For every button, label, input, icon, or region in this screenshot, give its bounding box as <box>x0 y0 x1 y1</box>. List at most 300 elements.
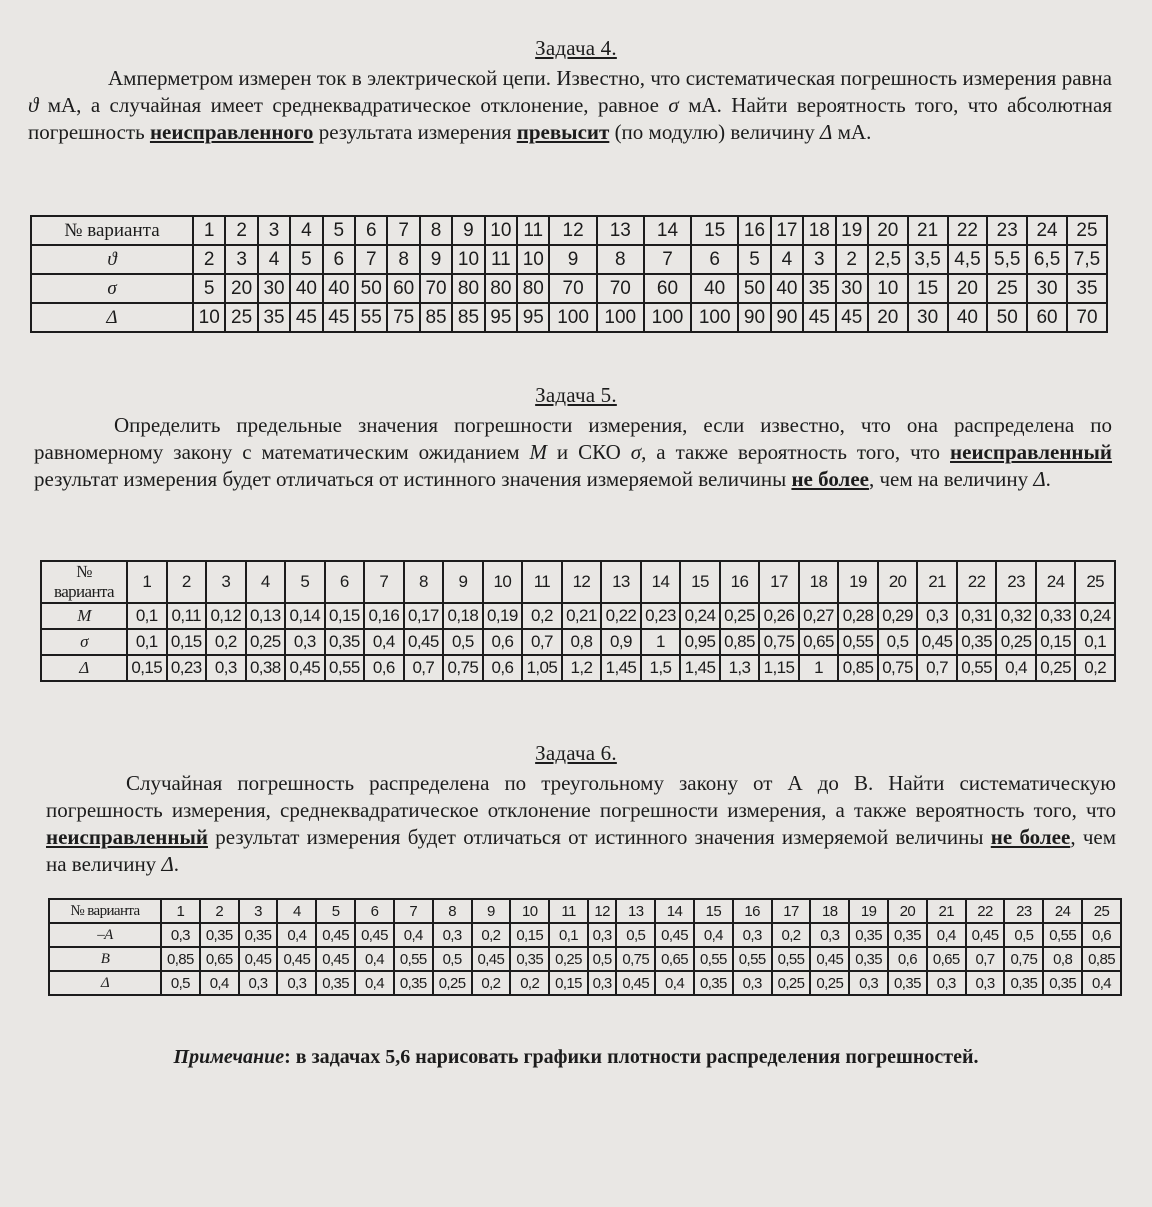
table-cell: 0,15 <box>1036 629 1076 655</box>
table-cell: 0,3 <box>849 971 888 995</box>
variant-number: 14 <box>644 216 691 245</box>
variant-number: 7 <box>364 561 404 603</box>
table-cell: 2,5 <box>868 245 908 274</box>
header-label-line-2: варианта <box>54 582 114 601</box>
row-label: Δ <box>49 971 161 995</box>
table-cell: 0,85 <box>838 655 878 681</box>
table-cell: 85 <box>452 303 484 332</box>
table-cell: 0,19 <box>483 603 523 629</box>
table-row <box>31 245 1107 274</box>
table-cell: 0,15 <box>325 603 365 629</box>
variant-number: 20 <box>868 216 908 245</box>
table-cell: 4 <box>258 245 290 274</box>
variant-number: 4 <box>290 216 322 245</box>
table-cell: 90 <box>738 303 770 332</box>
table-cell: 0,7 <box>917 655 957 681</box>
variant-number: 15 <box>691 216 738 245</box>
variant-number: 20 <box>878 561 918 603</box>
variant-number: 19 <box>836 216 868 245</box>
variant-number: 23 <box>1004 899 1043 923</box>
footnote <box>0 1046 1152 1069</box>
table-cell: 6,5 <box>1027 245 1067 274</box>
task-4-text-1: Амперметром измерен ток в электрической цепи. Известно, что систематическая погрешность измерения равна <box>108 66 1112 90</box>
table-cell: 0,75 <box>616 947 655 971</box>
table-cell: 0,2 <box>772 923 811 947</box>
table-cell: 40 <box>771 274 803 303</box>
table-cell: 9 <box>549 245 596 274</box>
task-6-title: Задача 6. <box>535 741 617 765</box>
table-cell: 0,25 <box>996 629 1036 655</box>
table-cell: 0,45 <box>239 947 278 971</box>
table-cell: 0,55 <box>772 947 811 971</box>
table-cell: 0,7 <box>522 629 562 655</box>
table-cell: 1,15 <box>759 655 799 681</box>
table-cell: 25 <box>225 303 257 332</box>
table-cell: 0,4 <box>277 923 316 947</box>
symbol-sigma: σ <box>668 93 679 117</box>
task-5-text-3: , а также вероятность того, что <box>641 440 951 464</box>
table-cell: 0,18 <box>443 603 483 629</box>
table-cell: 0,85 <box>720 629 760 655</box>
emphasis-exceeds: превысит <box>516 120 610 144</box>
table-cell: 0,3 <box>927 971 966 995</box>
table-cell: 0,4 <box>996 655 1036 681</box>
table-cell: 60 <box>644 274 691 303</box>
task-4-text-6: мА. <box>832 120 872 144</box>
variant-number: 14 <box>641 561 681 603</box>
table-cell: 0,3 <box>277 971 316 995</box>
variant-number: 11 <box>549 899 588 923</box>
table-cell: 0,45 <box>616 971 655 995</box>
variant-number: 9 <box>443 561 483 603</box>
header-variant-label: № варианта <box>49 899 161 923</box>
variant-number: 23 <box>996 561 1036 603</box>
table-cell: 45 <box>803 303 835 332</box>
task-4-text-3: мА. Найти вероятность того, что абсолютная погрешность <box>28 93 1112 144</box>
table-cell: 0,21 <box>562 603 602 629</box>
row-label: Δ <box>31 303 193 332</box>
table-cell: 0,6 <box>888 947 927 971</box>
variant-number: 1 <box>161 899 200 923</box>
table-cell: 0,35 <box>325 629 365 655</box>
variant-number: 24 <box>1043 899 1082 923</box>
table-cell: 0,45 <box>917 629 957 655</box>
table-cell: 0,14 <box>285 603 325 629</box>
variant-number: 3 <box>239 899 278 923</box>
table-cell: 0,55 <box>1043 923 1082 947</box>
table-cell: 0,25 <box>246 629 286 655</box>
table-cell: 0,35 <box>1004 971 1043 995</box>
table-cell: 0,45 <box>316 923 355 947</box>
table-cell: 8 <box>597 245 644 274</box>
table-cell: 0,28 <box>838 603 878 629</box>
table-cell: 0,4 <box>364 629 404 655</box>
symbol-delta: Δ <box>161 852 174 876</box>
table-cell: 20 <box>868 303 908 332</box>
table-cell: 35 <box>1067 274 1107 303</box>
table-cell: 80 <box>452 274 484 303</box>
variant-number: 17 <box>759 561 799 603</box>
table-cell: 0,26 <box>759 603 799 629</box>
task-6-text-1: Случайная погрешность распределена по треугольному закону от А до В. Найти систематическую погрешность измерения, среднеквадратическое отклонение погрешности измерения, а также вероятность того, что <box>46 771 1116 822</box>
table-cell: 30 <box>908 303 948 332</box>
table-cell: 0,11 <box>167 603 207 629</box>
variant-number: 2 <box>225 216 257 245</box>
table-cell: 0,32 <box>996 603 1036 629</box>
table-cell: 0,2 <box>472 971 511 995</box>
table-cell: 0,25 <box>549 947 588 971</box>
table-cell: 0,35 <box>849 947 888 971</box>
table-cell: 70 <box>549 274 596 303</box>
table-row <box>49 971 1121 995</box>
table-cell: 95 <box>517 303 549 332</box>
table-cell: 5,5 <box>987 245 1027 274</box>
variant-number: 6 <box>355 216 387 245</box>
table-cell: 0,12 <box>206 603 246 629</box>
table-cell: 0,2 <box>206 629 246 655</box>
variant-number: 3 <box>258 216 290 245</box>
variant-number: 12 <box>562 561 602 603</box>
table-cell: 70 <box>597 274 644 303</box>
table-cell: 0,24 <box>1075 603 1115 629</box>
table-cell: 55 <box>355 303 387 332</box>
symbol-sigma: σ <box>630 440 642 464</box>
variant-number: 5 <box>323 216 355 245</box>
table-row <box>49 923 1121 947</box>
table-cell: 1,45 <box>601 655 641 681</box>
table-cell: 20 <box>225 274 257 303</box>
table-cell: 0,2 <box>510 971 549 995</box>
table-cell: 0,3 <box>810 923 849 947</box>
task-6-text-3: , чем на величину <box>46 825 1117 876</box>
variant-number: 25 <box>1082 899 1121 923</box>
task-4-text-5: (по модулю) величину <box>609 120 821 144</box>
table-cell: 0,35 <box>394 971 433 995</box>
variant-number: 19 <box>849 899 888 923</box>
table-cell: 10 <box>868 274 908 303</box>
table-cell: 0,3 <box>206 655 246 681</box>
table-cell: 0,65 <box>799 629 839 655</box>
table-cell: 1,2 <box>562 655 602 681</box>
table-cell: 0,8 <box>562 629 602 655</box>
table-row <box>31 274 1107 303</box>
table-cell: 45 <box>836 303 868 332</box>
table-cell: 0,6 <box>364 655 404 681</box>
row-label: M <box>41 603 127 629</box>
table-cell: 0,25 <box>810 971 849 995</box>
table-cell: 0,16 <box>364 603 404 629</box>
table-cell: 95 <box>485 303 517 332</box>
table-cell: 40 <box>948 303 988 332</box>
table-cell: 0,38 <box>246 655 286 681</box>
variant-number: 21 <box>927 899 966 923</box>
table-cell: 0,45 <box>285 655 325 681</box>
variant-number: 11 <box>522 561 562 603</box>
variant-number: 10 <box>510 899 549 923</box>
table-cell: 50 <box>355 274 387 303</box>
header-variant-label <box>41 561 127 603</box>
table-cell: 0,24 <box>680 603 720 629</box>
task-5-text <box>34 412 1112 493</box>
table-cell: 3,5 <box>908 245 948 274</box>
table-cell: 3 <box>225 245 257 274</box>
table-cell: 0,5 <box>616 923 655 947</box>
variant-number: 10 <box>485 216 517 245</box>
table-row <box>31 303 1107 332</box>
table-cell: 70 <box>1067 303 1107 332</box>
table-header-row <box>41 561 1115 603</box>
task-5-text-2: и СКО <box>546 440 631 464</box>
table-cell: 0,55 <box>394 947 433 971</box>
table-cell: 4 <box>771 245 803 274</box>
table-cell: 0,8 <box>1043 947 1082 971</box>
table-cell: 0,85 <box>1082 947 1121 971</box>
table-cell: 0,35 <box>888 923 927 947</box>
table-cell: 11 <box>485 245 517 274</box>
table-cell: 45 <box>290 303 322 332</box>
variant-number: 9 <box>472 899 511 923</box>
task-4-text-4: результата измерения <box>313 120 517 144</box>
table-cell: 0,2 <box>472 923 511 947</box>
table-cell: 0,1 <box>1075 629 1115 655</box>
table-cell: 3 <box>803 245 835 274</box>
row-label: Δ <box>41 655 127 681</box>
table-cell: 1,3 <box>720 655 760 681</box>
table-cell: 30 <box>1027 274 1067 303</box>
table-cell: 1,5 <box>641 655 681 681</box>
variant-number: 1 <box>193 216 225 245</box>
task-4-text-2: мА, а случайная имеет среднеквадратическое отклонение, равное <box>38 93 669 117</box>
variant-number: 7 <box>387 216 419 245</box>
table-cell: 25 <box>987 274 1027 303</box>
task-4 <box>0 36 1152 146</box>
variant-number: 25 <box>1067 216 1107 245</box>
header-variant-label: № варианта <box>31 216 193 245</box>
variant-number: 15 <box>694 899 733 923</box>
task-6-text <box>46 770 1116 878</box>
table-cell: 1,45 <box>680 655 720 681</box>
table-cell: 0,15 <box>127 655 167 681</box>
table-cell: 0,35 <box>316 971 355 995</box>
table-cell: 85 <box>420 303 452 332</box>
task-5-text-5: , чем на величину <box>868 467 1034 491</box>
row-label: ϑ <box>31 245 193 274</box>
variant-number: 19 <box>838 561 878 603</box>
variant-number: 21 <box>917 561 957 603</box>
table-cell: 0,65 <box>927 947 966 971</box>
task-5 <box>0 383 1152 493</box>
table-cell: 10 <box>193 303 225 332</box>
table-cell: 0,13 <box>246 603 286 629</box>
table-cell: 0,15 <box>549 971 588 995</box>
table-cell: 0,35 <box>888 971 927 995</box>
table-cell: 0,2 <box>1075 655 1115 681</box>
table-cell: 0,25 <box>1036 655 1076 681</box>
table-cell: 0,45 <box>966 923 1005 947</box>
variant-number: 4 <box>277 899 316 923</box>
table-cell: 0,29 <box>878 603 918 629</box>
variant-number: 1 <box>127 561 167 603</box>
variant-number: 13 <box>616 899 655 923</box>
table-cell: 0,5 <box>161 971 200 995</box>
table-cell: 1 <box>641 629 681 655</box>
variant-number: 17 <box>771 216 803 245</box>
table-cell: 0,6 <box>1082 923 1121 947</box>
table-cell: 0,35 <box>849 923 888 947</box>
table-cell: 4,5 <box>948 245 988 274</box>
table-cell: 0,45 <box>277 947 316 971</box>
variant-number: 7 <box>394 899 433 923</box>
table-cell: 45 <box>323 303 355 332</box>
table-cell: 0,45 <box>810 947 849 971</box>
task-5-text-1: Определить предельные значения погрешности измерения, если известно, что она распределена по равномерному закону с математическим ожиданием <box>34 413 1112 464</box>
variant-number: 5 <box>285 561 325 603</box>
table-cell: 6 <box>323 245 355 274</box>
table-cell: 0,7 <box>404 655 444 681</box>
variant-number: 2 <box>167 561 207 603</box>
task-6 <box>0 741 1152 878</box>
table-cell: 0,3 <box>285 629 325 655</box>
table-row <box>41 655 1115 681</box>
table-cell: 0,45 <box>355 923 394 947</box>
table-cell: 0,4 <box>694 923 733 947</box>
table-cell: 5 <box>193 274 225 303</box>
row-label: –A <box>49 923 161 947</box>
table-cell: 80 <box>517 274 549 303</box>
table-row <box>49 947 1121 971</box>
variant-number: 25 <box>1075 561 1115 603</box>
table-cell: 7,5 <box>1067 245 1107 274</box>
row-label: σ <box>41 629 127 655</box>
table-cell: 40 <box>691 274 738 303</box>
emphasis-uncorrected: неисправленный <box>46 825 208 849</box>
table-cell: 0,3 <box>588 923 616 947</box>
task-5-text-4: результат измерения будет отличаться от истинного значения измеряемой величины <box>34 467 792 491</box>
emphasis-no-more: не более <box>990 825 1071 849</box>
table-cell: 9 <box>420 245 452 274</box>
table-cell: 0,4 <box>655 971 694 995</box>
table-cell: 0,35 <box>694 971 733 995</box>
table-cell: 0,3 <box>588 971 616 995</box>
table-cell: 0,4 <box>1082 971 1121 995</box>
emphasis-no-more: не более <box>791 467 869 491</box>
table-cell: 5 <box>290 245 322 274</box>
variant-number: 21 <box>908 216 948 245</box>
task-6-text-4: . <box>173 852 180 876</box>
table-cell: 0,23 <box>167 655 207 681</box>
table-cell: 40 <box>290 274 322 303</box>
table-cell: 20 <box>948 274 988 303</box>
table-cell: 0,55 <box>694 947 733 971</box>
variant-number: 16 <box>720 561 760 603</box>
variant-number: 16 <box>733 899 772 923</box>
header-label-line-1: № <box>76 562 92 581</box>
variant-number: 6 <box>355 899 394 923</box>
row-label: B <box>49 947 161 971</box>
table-header-row <box>31 216 1107 245</box>
table-cell: 0,45 <box>404 629 444 655</box>
table-cell: 0,6 <box>483 629 523 655</box>
table-header-row <box>49 899 1121 923</box>
variant-number: 8 <box>404 561 444 603</box>
variant-number: 8 <box>433 899 472 923</box>
table-cell: 0,3 <box>433 923 472 947</box>
table-cell: 7 <box>644 245 691 274</box>
table-cell: 0,1 <box>549 923 588 947</box>
table-cell: 0,4 <box>200 971 239 995</box>
table-cell: 1,05 <box>522 655 562 681</box>
symbol-delta: Δ <box>1033 467 1046 491</box>
table-cell: 0,45 <box>316 947 355 971</box>
table-cell: 0,35 <box>239 923 278 947</box>
variant-number: 15 <box>680 561 720 603</box>
table-cell: 0,33 <box>1036 603 1076 629</box>
table-cell: 0,6 <box>483 655 523 681</box>
table-cell: 0,3 <box>966 971 1005 995</box>
table-cell: 0,35 <box>510 947 549 971</box>
table-cell: 0,75 <box>1004 947 1043 971</box>
task-5-text-6: . <box>1045 467 1051 491</box>
emphasis-uncorrected: неисправленный <box>950 440 1113 464</box>
table-cell: 0,1 <box>127 603 167 629</box>
table-cell: 2 <box>836 245 868 274</box>
table-cell: 0,4 <box>927 923 966 947</box>
table-cell: 0,55 <box>733 947 772 971</box>
table-cell: 10 <box>452 245 484 274</box>
table-cell: 10 <box>517 245 549 274</box>
table-cell: 0,5 <box>433 947 472 971</box>
table-cell: 0,31 <box>957 603 997 629</box>
table-cell: 60 <box>1027 303 1067 332</box>
table-cell: 30 <box>258 274 290 303</box>
table-cell: 100 <box>644 303 691 332</box>
table-cell: 1 <box>799 655 839 681</box>
variant-number: 10 <box>483 561 523 603</box>
table-cell: 100 <box>597 303 644 332</box>
table-cell: 0,5 <box>878 629 918 655</box>
table-cell: 0,35 <box>1043 971 1082 995</box>
task-4-text <box>28 65 1112 146</box>
table-cell: 8 <box>387 245 419 274</box>
table-cell: 60 <box>387 274 419 303</box>
table-cell: 0,65 <box>200 947 239 971</box>
table-cell: 35 <box>258 303 290 332</box>
table-row <box>41 603 1115 629</box>
variant-number: 3 <box>206 561 246 603</box>
variant-number: 4 <box>246 561 286 603</box>
table-cell: 0,3 <box>161 923 200 947</box>
table-cell: 0,4 <box>355 971 394 995</box>
symbol-delta: Δ <box>820 120 833 144</box>
variant-number: 22 <box>957 561 997 603</box>
table-cell: 35 <box>803 274 835 303</box>
table-cell: 0,55 <box>325 655 365 681</box>
variant-number: 13 <box>597 216 644 245</box>
table-cell: 50 <box>987 303 1027 332</box>
table-cell: 0,35 <box>957 629 997 655</box>
table-cell: 0,7 <box>966 947 1005 971</box>
task-5-title: Задача 5. <box>535 383 617 407</box>
table-cell: 0,15 <box>510 923 549 947</box>
variant-number: 6 <box>325 561 365 603</box>
table-cell: 0,15 <box>167 629 207 655</box>
variant-number: 8 <box>420 216 452 245</box>
table-cell: 0,4 <box>355 947 394 971</box>
table-cell: 0,3 <box>239 971 278 995</box>
variant-number: 12 <box>588 899 616 923</box>
table-cell: 0,4 <box>394 923 433 947</box>
table-cell: 50 <box>738 274 770 303</box>
